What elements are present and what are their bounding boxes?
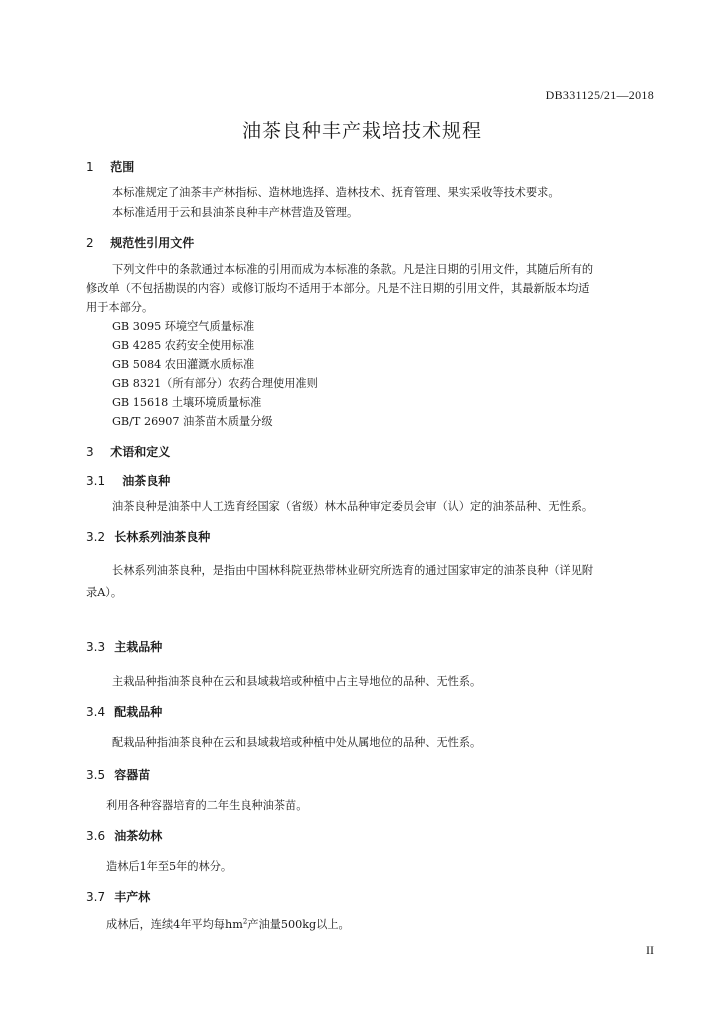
section-title: 丰产林 (114, 890, 151, 904)
subsection-3-6-heading (86, 827, 162, 844)
superscript: 2 (242, 917, 248, 926)
definition-text-line: 长林系列油茶良种，是指由中国林科院亚热带林业研究所选育的通过国家审定的油茶良种（详见附 (112, 564, 594, 577)
section-3-heading (86, 443, 170, 460)
section-number: 3.7 (86, 890, 106, 904)
section-2-heading (86, 234, 194, 251)
reference-item: GB 3095 环境空气质量标准 (112, 320, 255, 333)
text-segment: 产油量500kg以上。 (247, 918, 350, 931)
section-title: 主栽品种 (114, 640, 163, 654)
document-title: 油茶良种丰产栽培技术规程 (241, 120, 482, 142)
page-number: II (646, 943, 654, 957)
subsection-3-1-heading (86, 472, 170, 489)
paragraph: 本标准规定了油茶丰产林指标、造林地选择、造林技术、抚育管理、果实采收等技术要求。 (112, 186, 560, 199)
paragraph: 本标准适用于云和县油茶良种丰产林营造及管理。 (112, 206, 359, 219)
document-number: DB331125/21—2018 (545, 88, 654, 102)
subsection-3-4-heading (86, 703, 162, 720)
section-number: 3.3 (86, 640, 106, 654)
section-title: 容器苗 (114, 768, 151, 782)
section-title: 油茶幼林 (114, 829, 163, 843)
reference-item: GB 8321（所有部分）农药合理使用准则 (112, 377, 318, 390)
section-number: 3.2 (86, 530, 106, 544)
paragraph-line: 下列文件中的条款通过本标准的引用而成为本标准的条款。凡是注日期的引用文件，其随后所有的 (112, 263, 594, 276)
section-number: 3 (86, 445, 94, 459)
section-title: 长林系列油茶良种 (114, 530, 211, 544)
section-number: 1 (86, 160, 94, 174)
section-1-heading (86, 158, 134, 175)
reference-item: GB/T 26907 油茶苗木质量分级 (112, 415, 273, 428)
paragraph-line: 修改单（不包括勘误的内容）或修订版均不适用于本部分。凡是不注日期的引用文件，其最新版本均适 (86, 282, 590, 295)
section-number: 3.6 (86, 829, 106, 843)
section-title: 配栽品种 (114, 705, 163, 719)
paragraph-line: 用于本部分。 (86, 301, 154, 314)
definition-text: 利用各种容器培育的二年生良种油茶苗。 (106, 799, 308, 812)
definition-text: 主栽品种指油茶良种在云和县域栽培或种植中占主导地位的品种、无性系。 (112, 675, 482, 688)
definition-text-line: 录A）。 (86, 586, 123, 599)
reference-item: GB 4285 农药安全使用标准 (112, 339, 255, 352)
subsection-3-5-heading (86, 766, 150, 783)
reference-item: GB 15618 土壤环境质量标准 (112, 396, 262, 409)
definition-text: 配栽品种指油茶良种在云和县域栽培或种植中处从属地位的品种、无性系。 (112, 736, 482, 749)
reference-item: GB 5084 农田灌溉水质标准 (112, 358, 255, 371)
section-number: 2 (86, 236, 94, 250)
section-number: 3.4 (86, 705, 106, 719)
section-title: 术语和定义 (110, 445, 171, 459)
section-number: 3.1 (86, 474, 106, 488)
section-title: 油茶良种 (122, 474, 171, 488)
section-title: 规范性引用文件 (110, 236, 195, 250)
section-title: 范围 (110, 160, 135, 174)
section-number: 3.5 (86, 768, 106, 782)
definition-text: 造林后1年至5年的林分。 (106, 860, 233, 873)
definition-text (106, 916, 676, 934)
subsection-3-3-heading (86, 638, 162, 655)
definition-text: 油茶良种是油茶中人工选育经国家（省级）林木品种审定委员会审（认）定的油茶品种、无性系。 (112, 500, 594, 513)
subsection-3-2-heading (86, 528, 210, 545)
subsection-3-7-heading (86, 888, 150, 905)
text-segment: 成林后，连续4年平均每hm (106, 918, 243, 931)
